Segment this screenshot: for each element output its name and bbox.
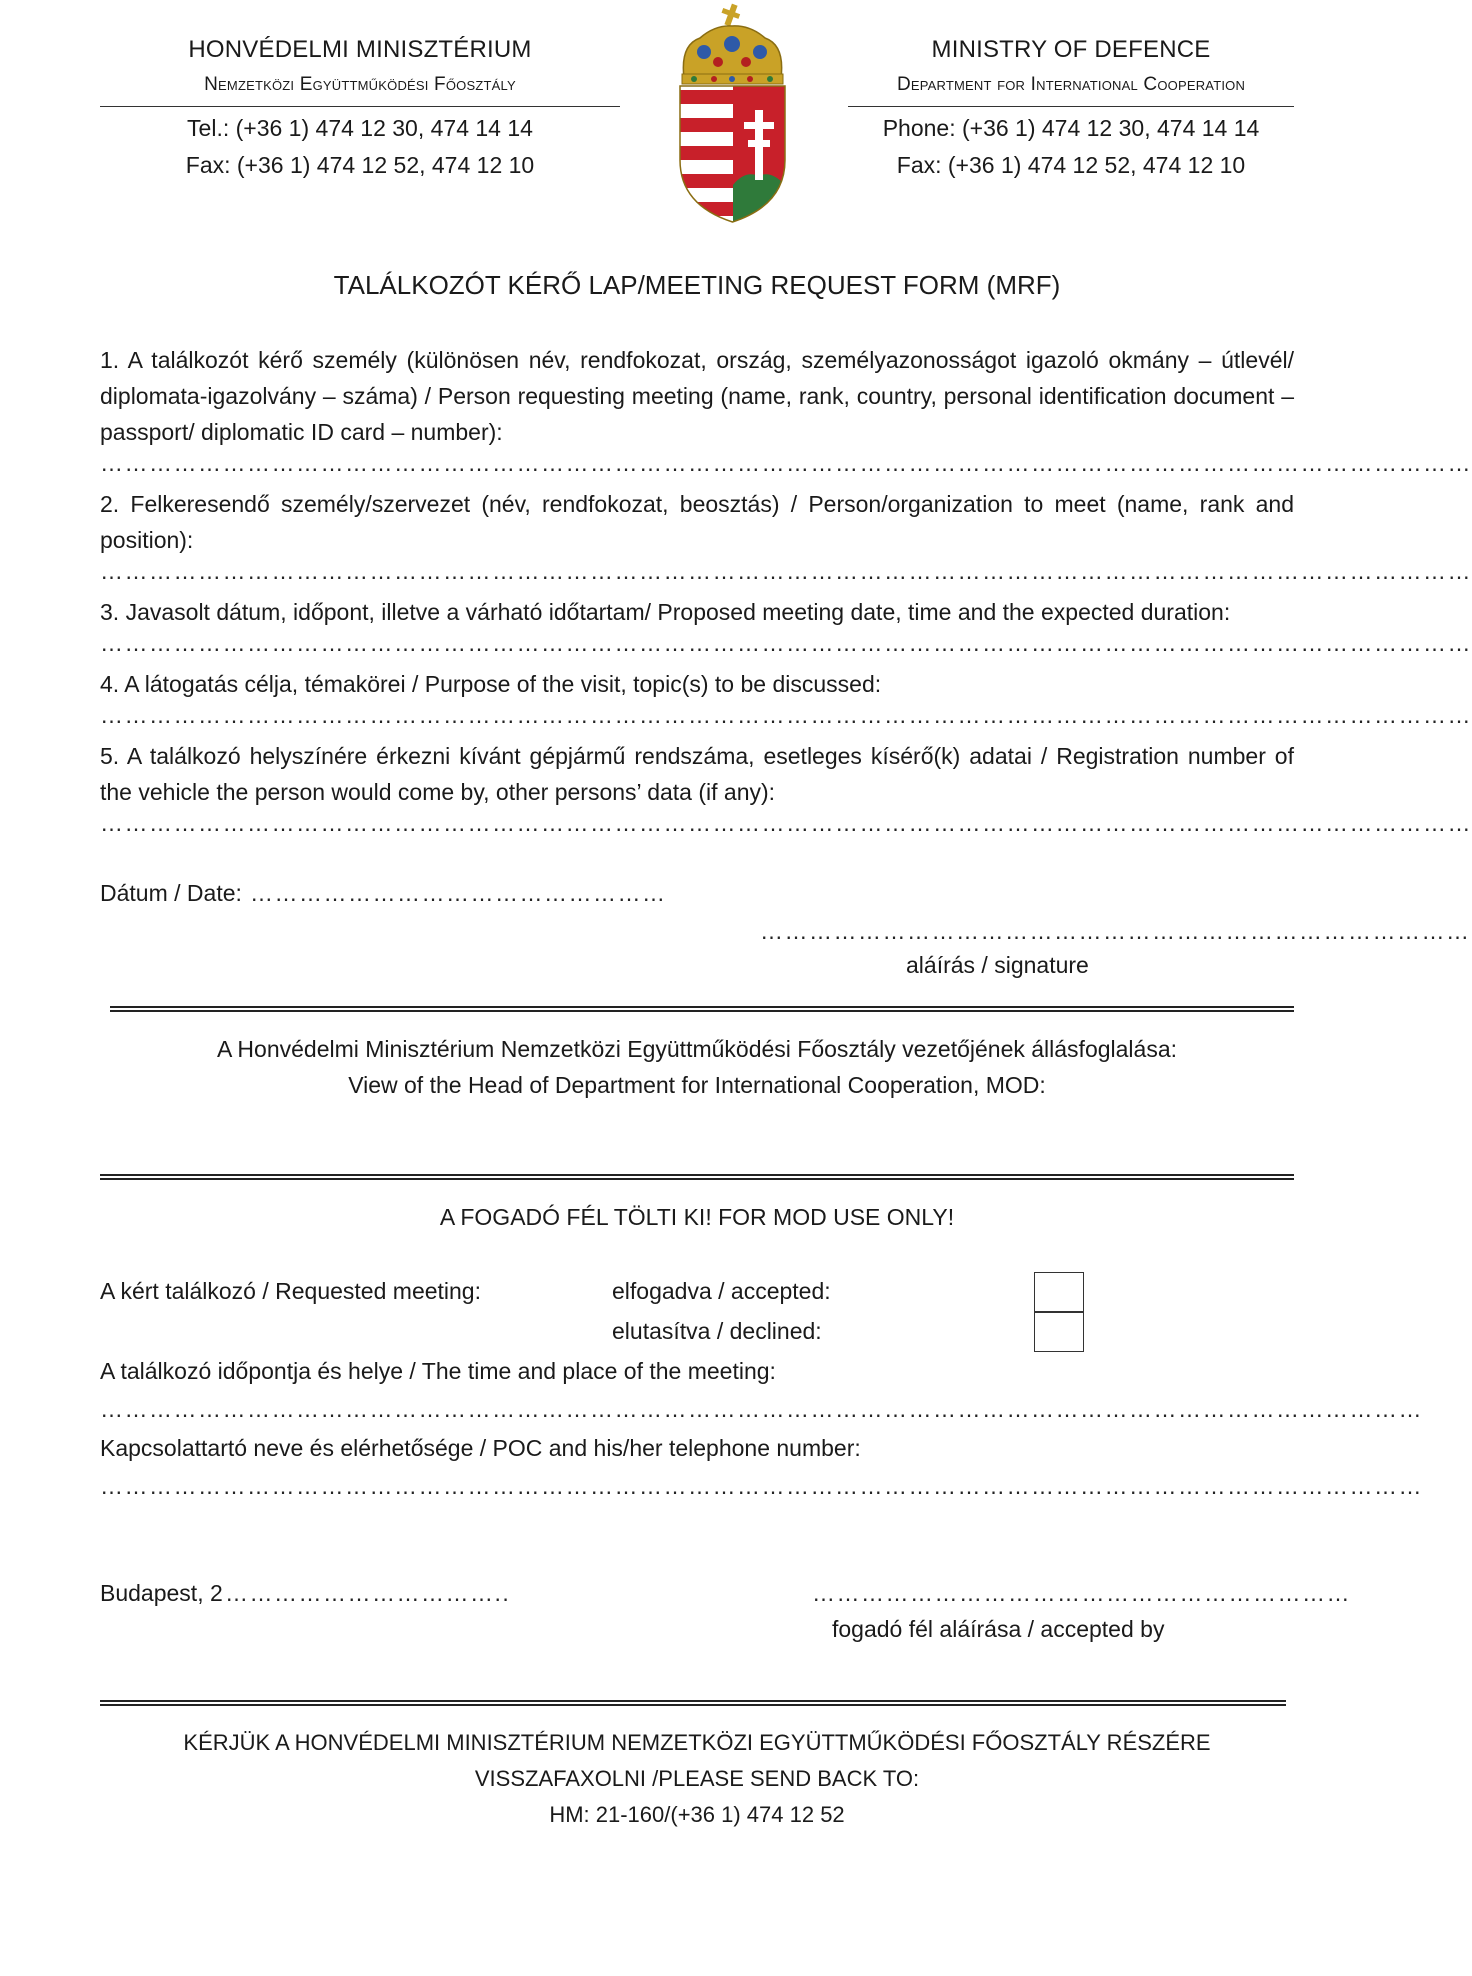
poc-label: Kapcsolattartó neve és elérhetősége / POC and his/her telephone number: xyxy=(100,1435,861,1461)
header-right-department: Department for International Cooperation xyxy=(896,74,1246,95)
head-view-hu: A Honvédelmi Minisztérium Nemzetközi Együttműködési Főosztály vezetőjének állásfoglalása: xyxy=(216,1036,1178,1062)
header-right-title: MINISTRY OF DEFENCE xyxy=(931,36,1211,63)
item-2-answer-line[interactable]: …………………………………………………………………………………………………………………………………………………… xyxy=(100,558,1472,584)
header-left-title: HONVÉDELMI MINISZTÉRIUM xyxy=(188,36,532,63)
header-right-phone: Phone: (+36 1) 474 12 30, 474 14 14 xyxy=(882,115,1260,141)
accepted-by-label: fogadó fél aláírása / accepted by xyxy=(832,1616,1165,1642)
signature-line[interactable]: …………………………………………………………………………… xyxy=(760,918,1471,944)
item-1-answer-line[interactable]: …………………………………………………………………………………………………………………………………………………… xyxy=(100,450,1472,476)
item-1-label: 1. A találkozót kérő személy (különösen név, rendfokozat, ország, személyazonosságot igazoló okmány – útlevél/ diplomata-igazolvány – száma) / Person requesting meeting (name, rank, country, personal identification document – passport/ diplomatic ID card – number): xyxy=(100,347,1294,445)
item-4-label: 4. A látogatás célja, témakörei / Purpose of the visit, topic(s) to be discussed: xyxy=(100,671,882,697)
item-4-answer-line[interactable]: …………………………………………………………………………………………………………………………………………………… xyxy=(100,702,1472,728)
mod-use-title: A FOGADÓ FÉL TÖLTI KI! FOR MOD USE ONLY! xyxy=(439,1204,955,1230)
header-left-fax: Fax: (+36 1) 474 12 52, 474 12 10 xyxy=(185,152,535,178)
header-right-divider xyxy=(848,106,1294,107)
item-3-label: 3. Javasolt dátum, időpont, illetve a várható időtartam/ Proposed meeting date, time and the expected duration: xyxy=(100,599,1231,625)
item-5-answer-line[interactable]: …………………………………………………………………………………………………………………………………………………… xyxy=(100,810,1472,836)
accepted-label: elfogadva / accepted: xyxy=(612,1278,831,1304)
accepted-checkbox[interactable] xyxy=(1034,1272,1084,1312)
header-left-department: Nemzetközi Együttműködési Főosztály xyxy=(204,74,516,95)
requested-meeting-label: A kért találkozó / Requested meeting: xyxy=(100,1278,481,1304)
time-place-answer-line[interactable]: ……………………………………………………………………………………………………………………………………………… xyxy=(100,1396,1423,1422)
date-field[interactable]: …………………………………………… xyxy=(250,880,667,906)
time-place-label: A találkozó időpontja és helye / The time and place of the meeting: xyxy=(100,1358,776,1384)
footer-line-2: VISSZAFAXOLNI /PLEASE SEND BACK TO: xyxy=(474,1766,920,1791)
budapest-date-field[interactable]: …………………………….. xyxy=(225,1580,511,1606)
item-3-answer-line[interactable]: …………………………………………………………………………………………………………………………………………………… xyxy=(100,630,1472,656)
header-right-fax: Fax: (+36 1) 474 12 52, 474 12 10 xyxy=(896,152,1246,178)
date-label: Dátum / Date: xyxy=(100,880,242,906)
accepted-by-signature-line[interactable]: ………………………………………………………… xyxy=(812,1580,1351,1606)
head-view-en: View of the Head of Department for International Cooperation, MOD: xyxy=(348,1072,1046,1098)
header-left-phone: Tel.: (+36 1) 474 12 30, 474 14 14 xyxy=(187,115,533,141)
declined-checkbox[interactable] xyxy=(1034,1312,1084,1352)
budapest-label: Budapest, 2 xyxy=(100,1580,223,1606)
header-left-divider xyxy=(100,106,620,107)
item-5-label: 5. A találkozó helyszínére érkezni kívánt gépjármű rendszáma, esetleges kísérő(k) adatai / Registration number of the vehicle the person would come by, other persons’ data (if any): xyxy=(100,743,1294,805)
footer-line-3: HM: 21-160/(+36 1) 474 12 52 xyxy=(549,1802,845,1827)
poc-answer-line[interactable]: ……………………………………………………………………………………………………………………………………………… xyxy=(100,1473,1423,1499)
declined-label: elutasítva / declined: xyxy=(612,1318,822,1344)
item-2-label: 2. Felkeresendő személy/szervezet (név, rendfokozat, beosztás) / Person/organization to meet (name, rank and position): xyxy=(100,491,1294,553)
form-title: TALÁLKOZÓT KÉRŐ LAP/MEETING REQUEST FORM (MRF) xyxy=(333,270,1061,300)
section-divider-3 xyxy=(100,1700,1286,1706)
section-divider-2 xyxy=(100,1174,1294,1180)
section-divider-1 xyxy=(110,1006,1294,1012)
signature-label: aláírás / signature xyxy=(906,952,1089,978)
hungarian-coat-of-arms-icon xyxy=(670,0,795,225)
footer-line-1: KÉRJÜK A HONVÉDELMI MINISZTÉRIUM NEMZETKÖZI EGYÜTTMŰKÖDÉSI FŐOSZTÁLY RÉSZÉRE xyxy=(183,1730,1211,1755)
